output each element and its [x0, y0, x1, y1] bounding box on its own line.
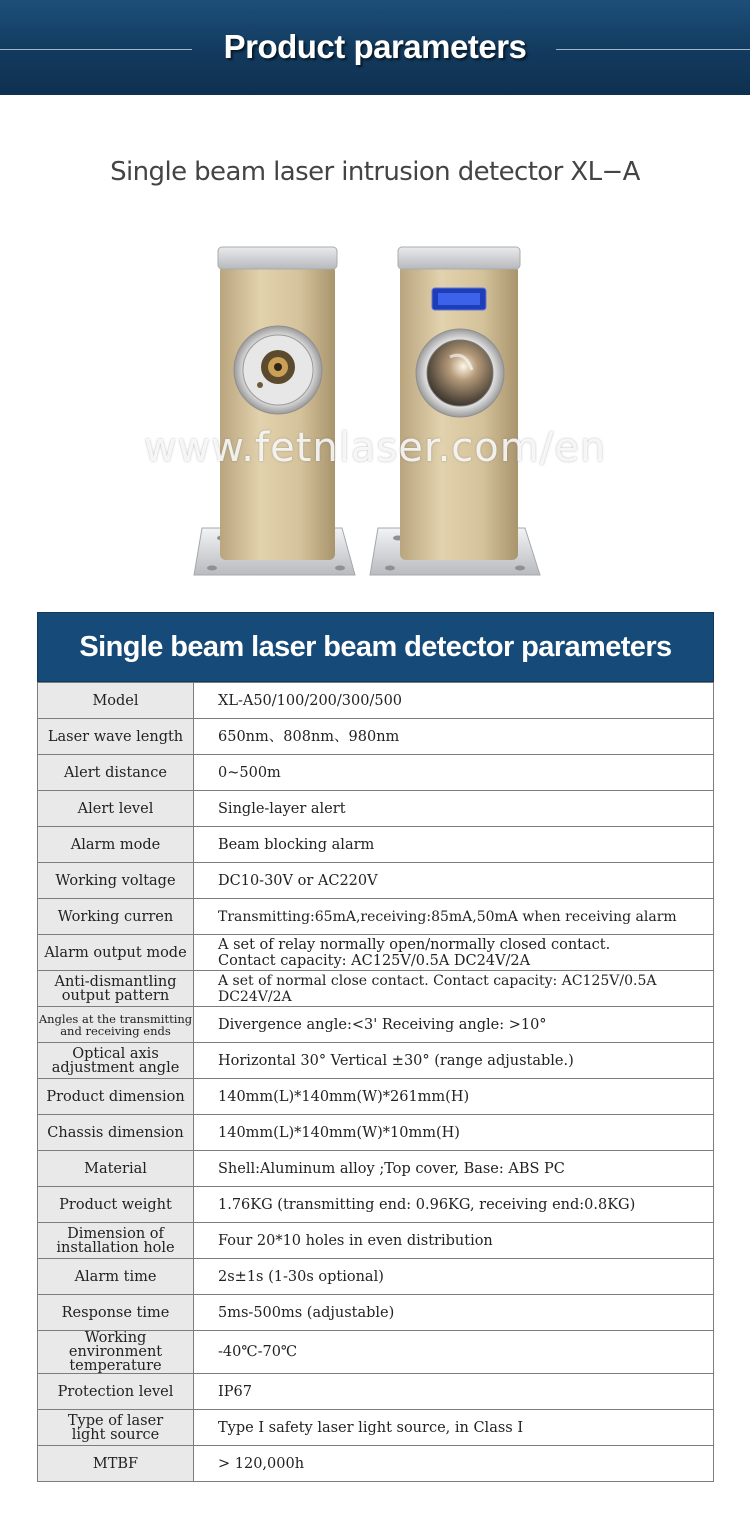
param-value-line: IP67	[218, 1383, 252, 1400]
param-value-line: Horizontal 30° Vertical ±30° (range adjustable.)	[218, 1052, 574, 1069]
param-value-line: -40℃-70℃	[218, 1344, 298, 1360]
param-label-line: Product weight	[59, 1196, 172, 1213]
param-label-line: adjustment angle	[51, 1059, 180, 1076]
param-label	[38, 935, 194, 971]
param-label-line: Type of laser	[67, 1412, 164, 1429]
param-value-line: DC10-30V or AC220V	[218, 872, 378, 889]
param-value	[194, 971, 714, 1007]
param-label-line: output pattern	[61, 987, 170, 1004]
param-value	[194, 1007, 714, 1043]
table-row	[38, 791, 714, 827]
param-value	[194, 791, 714, 827]
table-row	[38, 1187, 714, 1223]
param-value	[194, 1331, 714, 1374]
param-value-line: 140mm(L)*140mm(W)*10mm(H)	[218, 1124, 460, 1141]
param-value-line: XL-A50/100/200/300/500	[218, 692, 403, 709]
receiver-unit	[370, 247, 540, 575]
param-label	[38, 1115, 194, 1151]
param-value	[194, 1079, 714, 1115]
param-label	[38, 1410, 194, 1446]
param-value-line: Transmitting:65mA,receiving:85mA,50mA when receiving alarm	[218, 908, 677, 925]
param-label	[38, 1259, 194, 1295]
param-label	[38, 1187, 194, 1223]
param-value-line: 2s±1s (1-30s optional)	[218, 1268, 384, 1285]
param-value-line: 5ms-500ms (adjustable)	[218, 1304, 395, 1321]
param-label-line: Dimension of	[67, 1225, 164, 1242]
param-label-line: Anti-dismantling	[54, 973, 177, 990]
param-label-line: Product dimension	[46, 1088, 185, 1105]
table-title: Single beam laser beam detector parameters	[79, 630, 672, 663]
param-value-line: Single-layer alert	[218, 800, 346, 817]
table-row	[38, 1295, 714, 1331]
banner-divider-right	[556, 49, 750, 50]
param-label	[38, 863, 194, 899]
param-value-line: Type I safety laser light source, in Class I	[218, 1419, 524, 1436]
table-row	[38, 755, 714, 791]
param-value-line: Four 20*10 holes in even distribution	[218, 1232, 493, 1249]
param-label	[38, 1151, 194, 1187]
banner-title: Product parameters	[223, 28, 527, 65]
param-value	[194, 1151, 714, 1187]
param-label	[38, 719, 194, 755]
param-value-line: Beam blocking alarm	[218, 836, 375, 853]
param-label	[38, 1043, 194, 1079]
param-value-line: A set of relay normally open/normally closed contact.	[218, 936, 611, 953]
param-label-line: temperature	[69, 1358, 162, 1374]
param-value-line: 1.76KG (transmitting end: 0.96KG, receiving end:0.8KG)	[218, 1196, 636, 1213]
param-value	[194, 755, 714, 791]
table-row	[38, 683, 714, 719]
param-label	[38, 1374, 194, 1410]
table-row	[38, 899, 714, 935]
table-row	[38, 1446, 714, 1482]
param-label-line: and receiving ends	[60, 1023, 171, 1038]
param-label-line: Alarm output mode	[44, 944, 187, 961]
param-value	[194, 1446, 714, 1482]
param-value-line: Contact capacity: AC125V/0.5A DC24V/2A	[218, 952, 531, 969]
table-row	[38, 1007, 714, 1043]
product-image	[150, 235, 600, 595]
param-value	[194, 935, 714, 971]
table-row	[38, 1079, 714, 1115]
table-row	[38, 1043, 714, 1079]
param-value	[194, 899, 714, 935]
param-label	[38, 683, 194, 719]
param-label-line: installation hole	[56, 1239, 175, 1256]
param-value	[194, 1187, 714, 1223]
param-label-line: Working voltage	[55, 872, 176, 889]
param-value	[194, 1295, 714, 1331]
param-value	[194, 1223, 714, 1259]
table-row	[38, 1410, 714, 1446]
param-value	[194, 1115, 714, 1151]
param-value	[194, 827, 714, 863]
param-label-line: Model	[92, 692, 139, 709]
table-row	[38, 719, 714, 755]
param-value	[194, 683, 714, 719]
parameters-table	[37, 612, 714, 1482]
table-row	[38, 1115, 714, 1151]
param-label-line: Laser wave length	[47, 728, 184, 745]
param-label-line: Working curren	[57, 908, 174, 925]
param-label-line: Optical axis	[72, 1045, 159, 1062]
product-subtitle: Single beam laser intrusion detector XL−A	[110, 157, 640, 187]
table-row	[38, 935, 714, 971]
param-label-line: Protection level	[57, 1383, 174, 1400]
param-label	[38, 827, 194, 863]
param-label	[38, 1007, 194, 1043]
param-label	[38, 1295, 194, 1331]
param-value-line: > 120,000h	[218, 1455, 305, 1472]
param-label	[38, 971, 194, 1007]
param-value-line: Shell:Aluminum alloy ;Top cover, Base: ABS PC	[218, 1160, 565, 1177]
table-row	[38, 1374, 714, 1410]
param-label-line: MTBF	[92, 1455, 139, 1472]
table-title-bar	[37, 612, 714, 682]
param-label-line: Alarm time	[74, 1268, 157, 1285]
table-row	[38, 1331, 714, 1374]
param-value	[194, 1043, 714, 1079]
param-label-line: Chassis dimension	[47, 1124, 184, 1141]
watermark-text: www.fetnlaser.com/en	[143, 425, 607, 471]
param-label-line: Material	[84, 1160, 147, 1177]
param-label-line: Alert level	[77, 800, 154, 817]
table-row	[38, 827, 714, 863]
param-label-line: Angles at the transmitting	[38, 1011, 193, 1026]
param-label-line: Response time	[61, 1304, 170, 1321]
param-label	[38, 899, 194, 935]
param-label-line: Alert distance	[64, 764, 167, 781]
param-value-line: 650nm、808nm、980nm	[218, 728, 400, 745]
param-label-line: Working environment	[68, 1330, 163, 1360]
param-value-line: 140mm(L)*140mm(W)*261mm(H)	[218, 1088, 470, 1105]
param-value-line: 0~500m	[218, 764, 281, 781]
table-row	[38, 971, 714, 1007]
header-banner	[0, 0, 750, 95]
param-label	[38, 1331, 194, 1374]
param-value	[194, 1410, 714, 1446]
param-label-line: light source	[71, 1426, 160, 1443]
param-label	[38, 1079, 194, 1115]
param-value	[194, 1259, 714, 1295]
table-row	[38, 1259, 714, 1295]
param-label	[38, 1446, 194, 1482]
transmitter-unit	[194, 247, 355, 575]
table-row	[38, 1223, 714, 1259]
param-value-line: Divergence angle:<3' Receiving angle: >10°	[218, 1016, 547, 1033]
param-label	[38, 755, 194, 791]
parameters-grid	[37, 682, 714, 1482]
param-label-line: Alarm mode	[70, 836, 161, 853]
table-row	[38, 1151, 714, 1187]
param-value-line: A set of normal close contact. Contact capacity: AC125V/0.5A DC24V/2A	[218, 972, 657, 1005]
param-label	[38, 1223, 194, 1259]
param-value	[194, 719, 714, 755]
param-value	[194, 863, 714, 899]
table-row	[38, 863, 714, 899]
param-value	[194, 1374, 714, 1410]
param-label	[38, 791, 194, 827]
